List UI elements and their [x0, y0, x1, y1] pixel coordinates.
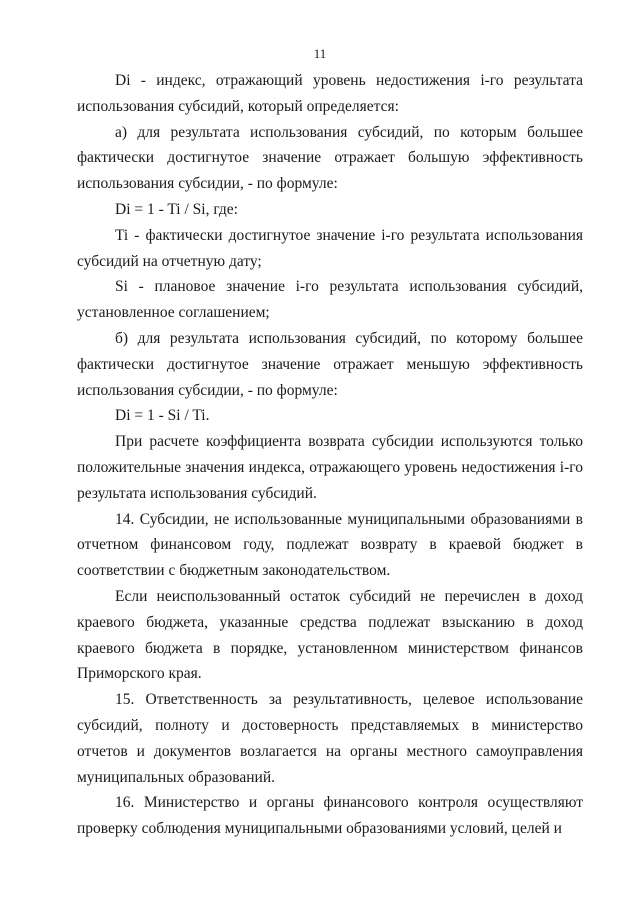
paragraph-case-a: а) для результата использования субсидий, по которым большее фактически достигнутое значение отражает большую эффективность использования субсидии, - по формуле: [77, 123, 583, 193]
paragraph-item-15: 15. Ответственность за результативность, целевое использование субсидий, полноту и достоверность представляемых в министерство отчетов и документов возлагается на органы местного самоуправления муниципальных образований. [77, 691, 583, 786]
paragraph-ti-definition: Ti - фактически достигнутое значение i-го результата использования субсидий на отчетную дату; [77, 226, 583, 270]
paragraph-si-definition: Si - плановое значение i-го результата использования субсидий, установленное соглашением; [77, 278, 583, 322]
document-body [77, 68, 583, 842]
formula-case-b: Di = 1 - Si / Ti. [115, 407, 210, 425]
formula-case-a: Di = 1 - Ti / Si, где: [115, 200, 238, 218]
paragraph-case-b: б) для результата использования субсидий, по которому большее фактически достигнутое значение отражает меньшую эффективность использования субсидии, - по формуле: [77, 329, 583, 399]
paragraph-recovery: Если неиспользованный остаток субсидий не перечислен в доход краевого бюджета, указанные средства подлежат взысканию в доход краевого бюджета в порядке, установленном министерством финансов Приморского края. [77, 587, 583, 683]
paragraph-item-14: 14. Субсидии, не использованные муниципальными образованиями в отчетном финансовом году, подлежат возврату в краевой бюджет в соответствии с бюджетным законодательством. [77, 510, 583, 580]
paragraph-positive-values: При расчете коэффициента возврата субсидии используются только положительные значения индекса, отражающего уровень недостижения i-го результата использования субсидий. [77, 433, 583, 502]
page-number: 11 [313, 46, 327, 61]
paragraph-di-definition: Di - индекс, отражающий уровень недостижения i-го результата использования субсидий, который определяется: [77, 72, 583, 115]
paragraph-item-16: 16. Министерство и органы финансового контроля осуществляют проверку соблюдения муниципальными образованиями условий, целей и [77, 794, 583, 838]
